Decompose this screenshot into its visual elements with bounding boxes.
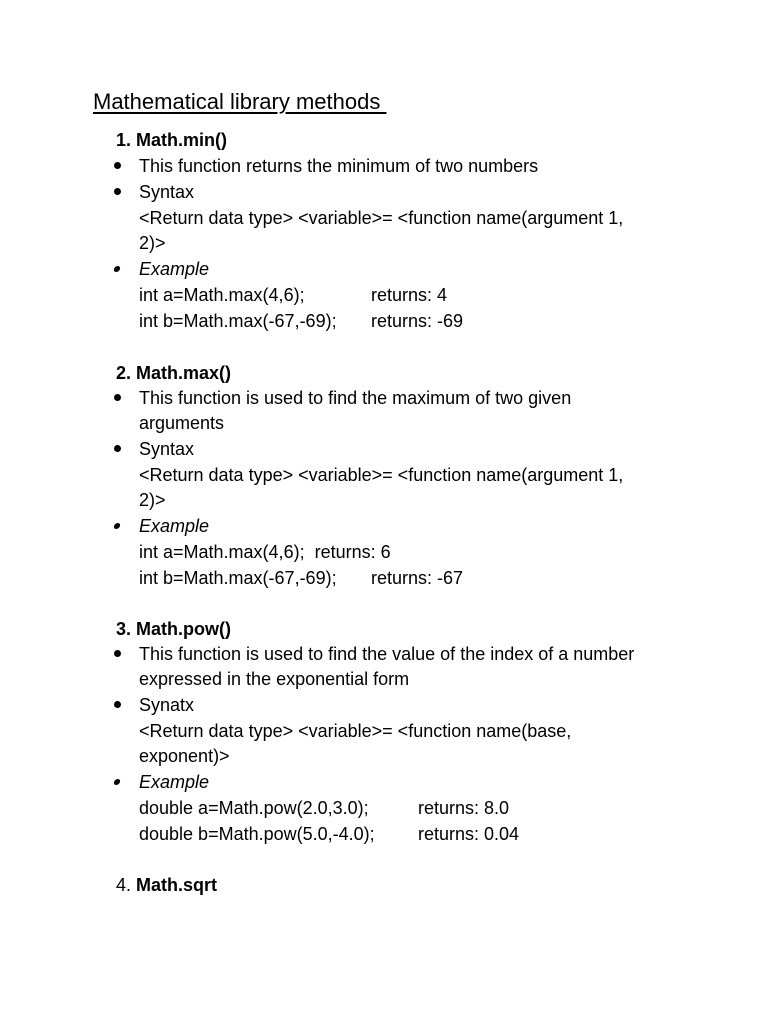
bullet-icon xyxy=(113,523,121,529)
section-heading-min xyxy=(116,129,227,151)
description-line: arguments xyxy=(139,413,225,433)
syntax-label: Syntax xyxy=(139,439,195,459)
example-result: returns: 0.04 xyxy=(418,824,520,844)
bullet-icon xyxy=(113,266,121,272)
example-code xyxy=(139,541,391,563)
section-heading-pow xyxy=(116,618,231,640)
syntax-line: <Return data type> <variable>= <function name(base, xyxy=(139,721,572,741)
syntax-label: Syntax xyxy=(139,182,195,202)
example-code: int b=Math.max(-67,-69); xyxy=(139,311,337,331)
section-number: 2. xyxy=(116,363,132,383)
example-code-text: int a=Math.max(4,6); xyxy=(139,542,305,562)
description-line: This function is used to find the value of the index of a number xyxy=(139,644,635,664)
section-name: Math.sqrt xyxy=(136,875,218,895)
example-code: double b=Math.pow(5.0,-4.0); xyxy=(139,824,375,844)
example-result: returns: -67 xyxy=(371,568,464,588)
example-result: returns: 4 xyxy=(371,285,448,305)
bullet-icon xyxy=(114,394,121,401)
section-number: 3. xyxy=(116,619,132,639)
syntax-line: <Return data type> <variable>= <function name(argument 1, xyxy=(139,465,624,485)
bullet-icon xyxy=(114,650,121,657)
bullet-icon xyxy=(114,162,121,169)
example-result: returns: -69 xyxy=(371,311,464,331)
syntax-line: 2)> xyxy=(139,233,166,253)
syntax-line: 2)> xyxy=(139,490,166,510)
section-name: Math.max() xyxy=(136,363,232,383)
section-name: Math.pow() xyxy=(136,619,232,639)
syntax-line: exponent)> xyxy=(139,746,230,766)
bullet-icon xyxy=(114,701,121,708)
example-code: int a=Math.max(4,6); xyxy=(139,285,305,305)
section-heading-max xyxy=(116,362,231,384)
bullet-icon xyxy=(113,779,121,785)
syntax-label: Synatx xyxy=(139,695,195,715)
example-code: double a=Math.pow(2.0,3.0); xyxy=(139,798,369,818)
section-heading-sqrt xyxy=(116,874,217,896)
example-label: Example xyxy=(139,259,210,279)
section-number: 1. xyxy=(116,130,132,150)
description-line: This function is used to find the maximum of two given xyxy=(139,388,572,408)
page-title: Mathematical library methods xyxy=(93,89,387,114)
section-name: Math.min() xyxy=(136,130,228,150)
example-code: int b=Math.max(-67,-69); xyxy=(139,568,337,588)
example-label: Example xyxy=(139,516,210,536)
description-line: This function returns the minimum of two numbers xyxy=(139,156,539,176)
syntax-line: <Return data type> <variable>= <function name(argument 1, xyxy=(139,208,624,228)
description-line: expressed in the exponential form xyxy=(139,669,410,689)
example-label: Example xyxy=(139,772,210,792)
example-result: returns: 8.0 xyxy=(418,798,510,818)
bullet-icon xyxy=(114,188,121,195)
example-result: returns: 6 xyxy=(314,542,391,562)
section-number: 4. xyxy=(116,875,132,895)
bullet-icon xyxy=(114,445,121,452)
